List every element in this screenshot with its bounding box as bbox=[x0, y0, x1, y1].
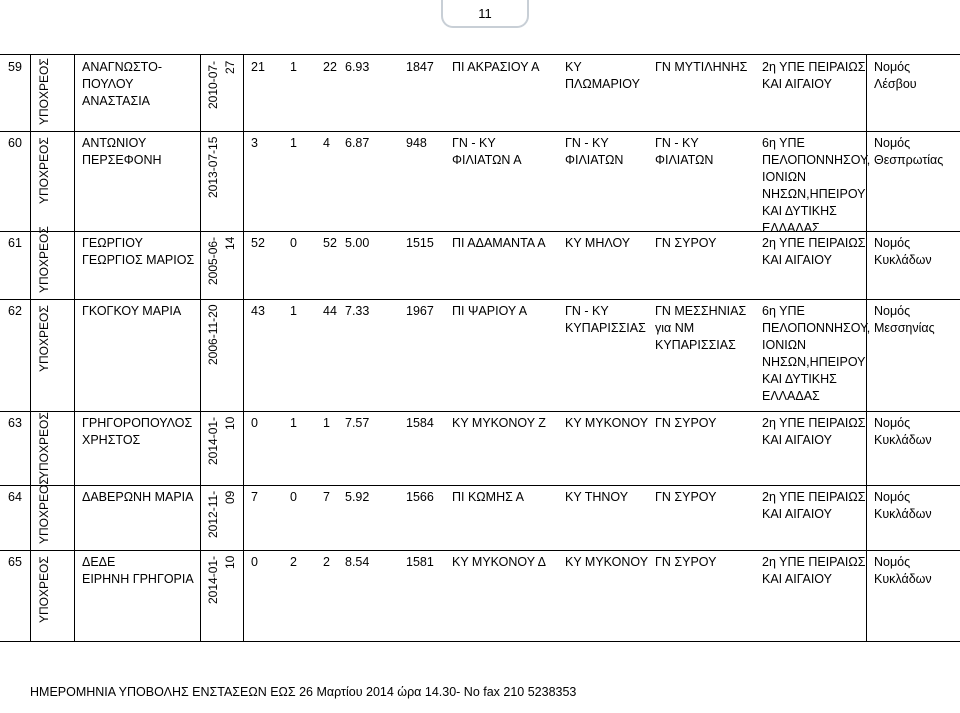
row-number: 64 bbox=[8, 490, 22, 504]
n3-cell: 22 bbox=[323, 60, 337, 74]
n2-cell: 1 bbox=[290, 416, 297, 430]
n1-cell: 3 bbox=[251, 136, 258, 150]
nomos-cell: Νομός Λέσβου bbox=[874, 60, 917, 91]
kya-cell: ΚΥ ΜΥΚΟΝΟΥ bbox=[565, 555, 649, 569]
column-divider bbox=[74, 55, 75, 641]
n3-cell: 7 bbox=[323, 490, 330, 504]
row-number: 63 bbox=[8, 416, 22, 430]
ype-cell: 2η ΥΠΕ ΠΕΙΡΑΙΩΣ ΚΑΙ ΑΙΓΑΙΟΥ bbox=[762, 490, 866, 521]
date-cell: 2014-01- 10 bbox=[206, 556, 237, 605]
code-cell: 1967 bbox=[406, 304, 434, 318]
nomos-cell: Νομός Κυκλάδων bbox=[874, 555, 932, 586]
name-cell: ΔΑΒΕΡΩΝΗ ΜΑΡΙΑ bbox=[82, 490, 194, 504]
kya-cell: ΓΝ - ΚΥ ΚΥΠΑΡΙΣΣΙΑΣ bbox=[565, 304, 646, 335]
code-cell: 1584 bbox=[406, 416, 434, 430]
row-number: 62 bbox=[8, 304, 22, 318]
score-cell: 6.87 bbox=[345, 136, 370, 150]
n2-cell: 0 bbox=[290, 490, 297, 504]
n3-cell: 52 bbox=[323, 236, 337, 250]
date-cell: 2013-07-15 bbox=[206, 137, 220, 199]
score-cell: 8.54 bbox=[345, 555, 370, 569]
row-divider bbox=[0, 411, 960, 412]
status-cell: ΥΠΟΧΡΕΟΣ bbox=[37, 556, 51, 623]
gn-cell: ΓΝ - ΚΥ ΦΙΛΙΑΤΩΝ bbox=[655, 136, 714, 167]
score-cell: 7.33 bbox=[345, 304, 370, 318]
row-divider bbox=[0, 131, 960, 132]
status-cell: ΥΠΟΧΡΕΟΣ bbox=[37, 137, 51, 204]
nomos-cell: Νομός Κυκλάδων bbox=[874, 490, 932, 521]
row-divider bbox=[0, 299, 960, 300]
nomos-cell: Νομός Θεσπρωτίας bbox=[874, 136, 944, 167]
gn-cell: ΓΝ ΣΥΡΟΥ bbox=[655, 490, 717, 504]
code-cell: 1581 bbox=[406, 555, 434, 569]
school-cell: ΠΙ ΨΑΡΙΟΥ Α bbox=[452, 304, 528, 318]
row-number: 61 bbox=[8, 236, 22, 250]
code-cell: 1566 bbox=[406, 490, 434, 504]
ype-cell: 2η ΥΠΕ ΠΕΙΡΑΙΩΣ ΚΑΙ ΑΙΓΑΙΟΥ bbox=[762, 555, 866, 586]
school-cell: ΓΝ - ΚΥ ΦΙΛΙΑΤΩΝ Α bbox=[452, 136, 522, 167]
date-cell: 2010-07- 27 bbox=[206, 61, 237, 110]
kya-cell: ΚΥ ΠΛΩΜΑΡΙΟΥ bbox=[565, 60, 640, 91]
gn-cell: ΓΝ ΣΥΡΟΥ bbox=[655, 236, 717, 250]
score-cell: 5.92 bbox=[345, 490, 370, 504]
school-cell: ΠΙ ΚΩΜΗΣ Α bbox=[452, 490, 524, 504]
status-cell: ΥΠΟΧΡΕΟΣ bbox=[37, 477, 51, 544]
date-cell: 2012-11- 09 bbox=[206, 491, 237, 539]
gn-cell: ΓΝ ΣΥΡΟΥ bbox=[655, 416, 717, 430]
name-cell: ΓΡΗΓΟΡΟΠΟΥΛΟΣ ΧΡΗΣΤΟΣ bbox=[82, 416, 193, 447]
name-cell: ΔΕΔΕ ΕΙΡΗΝΗ ΓΡΗΓΟΡΙΑ bbox=[82, 555, 194, 586]
ype-cell: 2η ΥΠΕ ΠΕΙΡΑΙΩΣ ΚΑΙ ΑΙΓΑΙΟΥ bbox=[762, 60, 866, 91]
score-cell: 6.93 bbox=[345, 60, 370, 74]
nomos-cell: Νομός Μεσσηνίας bbox=[874, 304, 935, 335]
n1-cell: 0 bbox=[251, 555, 258, 569]
row-divider bbox=[0, 485, 960, 486]
column-divider bbox=[243, 55, 244, 641]
row-number: 65 bbox=[8, 555, 22, 569]
n1-cell: 7 bbox=[251, 490, 258, 504]
n1-cell: 21 bbox=[251, 60, 265, 74]
school-cell: ΠΙ ΑΔΑΜΑΝΤΑ Α bbox=[452, 236, 546, 250]
ype-cell: 6η ΥΠΕ ΠΕΛΟΠΟΝΝΗΣΟΥ, ΙΟΝΙΩΝ ΝΗΣΩΝ,ΗΠΕΙΡΟΥ ΚΑΙ ΔΥΤΙΚΗΣ ΕΛΛΑΔΑΣ bbox=[762, 304, 871, 403]
row-number: 59 bbox=[8, 60, 22, 74]
n3-cell: 2 bbox=[323, 555, 330, 569]
status-cell: ΥΠΟΧΡΕΟΣ bbox=[37, 58, 51, 125]
date-cell: 2005-06- 14 bbox=[206, 237, 237, 286]
status-cell: ΥΠΟΧΡΕΟΣ bbox=[37, 412, 51, 479]
n2-cell: 1 bbox=[290, 136, 297, 150]
n2-cell: 1 bbox=[290, 304, 297, 318]
footer-note: ΗΜΕΡΟΜΗΝΙΑ ΥΠΟΒΟΛΗΣ ΕΝΣΤΑΣΕΩΝ ΕΩΣ 26 Μαρτίου 2014 ώρα 14.30- Νο fax 210 5238353 bbox=[30, 685, 577, 699]
name-cell: ΑΝΑΓΝΩΣΤΟ- ΠΟΥΛΟΥ ΑΝΑΣΤΑΣΙΑ bbox=[82, 60, 162, 108]
n3-cell: 4 bbox=[323, 136, 330, 150]
gn-cell: ΓΝ ΜΥΤΙΛΗΝΗΣ bbox=[655, 60, 748, 74]
name-cell: ΓΕΩΡΓΙΟΥ ΓΕΩΡΓΙΟΣ ΜΑΡΙΟΣ bbox=[82, 236, 195, 267]
n1-cell: 52 bbox=[251, 236, 265, 250]
candidates-table bbox=[0, 54, 960, 642]
code-cell: 1847 bbox=[406, 60, 434, 74]
kya-cell: ΓΝ - ΚΥ ΦΙΛΙΑΤΩΝ bbox=[565, 136, 624, 167]
row-divider bbox=[0, 550, 960, 551]
ype-cell: 6η ΥΠΕ ΠΕΛΟΠΟΝΝΗΣΟΥ, ΙΟΝΙΩΝ ΝΗΣΩΝ,ΗΠΕΙΡΟΥ ΚΑΙ ΔΥΤΙΚΗΣ ΕΛΛΑΔΑΣ bbox=[762, 136, 871, 235]
school-cell: ΠΙ ΑΚΡΑΣΙΟΥ Α bbox=[452, 60, 540, 74]
n1-cell: 43 bbox=[251, 304, 265, 318]
n1-cell: 0 bbox=[251, 416, 258, 430]
page-number: 11 bbox=[441, 0, 529, 28]
name-cell: ΑΝΤΩΝΙΟΥ ΠΕΡΣΕΦΟΝΗ bbox=[82, 136, 162, 167]
date-cell: 2014-01- 10 bbox=[206, 417, 237, 466]
n2-cell: 1 bbox=[290, 60, 297, 74]
school-cell: ΚΥ ΜΥΚΟΝΟΥ Ζ bbox=[452, 416, 546, 430]
ype-cell: 2η ΥΠΕ ΠΕΙΡΑΙΩΣ ΚΑΙ ΑΙΓΑΙΟΥ bbox=[762, 416, 866, 447]
nomos-cell: Νομός Κυκλάδων bbox=[874, 236, 932, 267]
kya-cell: ΚΥ ΜΗΛΟΥ bbox=[565, 236, 631, 250]
score-cell: 5.00 bbox=[345, 236, 370, 250]
code-cell: 948 bbox=[406, 136, 427, 150]
column-divider bbox=[200, 55, 201, 641]
code-cell: 1515 bbox=[406, 236, 434, 250]
score-cell: 7.57 bbox=[345, 416, 370, 430]
date-cell: 2006-11-20 bbox=[206, 305, 220, 366]
gn-cell: ΓΝ ΣΥΡΟΥ bbox=[655, 555, 717, 569]
status-cell: ΥΠΟΧΡΕΟΣ bbox=[37, 226, 51, 293]
n3-cell: 1 bbox=[323, 416, 330, 430]
gn-cell: ΓΝ ΜΕΣΣΗΝΙΑΣ για ΝΜ ΚΥΠΑΡΙΣΣΙΑΣ bbox=[655, 304, 747, 352]
school-cell: ΚΥ ΜΥΚΟΝΟΥ Δ bbox=[452, 555, 546, 569]
n2-cell: 2 bbox=[290, 555, 297, 569]
name-cell: ΓΚΟΓΚΟΥ ΜΑΡΙΑ bbox=[82, 304, 182, 318]
column-divider bbox=[30, 55, 31, 641]
n3-cell: 44 bbox=[323, 304, 337, 318]
nomos-cell: Νομός Κυκλάδων bbox=[874, 416, 932, 447]
n2-cell: 0 bbox=[290, 236, 297, 250]
ype-cell: 2η ΥΠΕ ΠΕΙΡΑΙΩΣ ΚΑΙ ΑΙΓΑΙΟΥ bbox=[762, 236, 866, 267]
kya-cell: ΚΥ ΤΗΝΟΥ bbox=[565, 490, 629, 504]
kya-cell: ΚΥ ΜΥΚΟΝΟΥ bbox=[565, 416, 649, 430]
row-number: 60 bbox=[8, 136, 22, 150]
status-cell: ΥΠΟΧΡΕΟΣ bbox=[37, 305, 51, 372]
